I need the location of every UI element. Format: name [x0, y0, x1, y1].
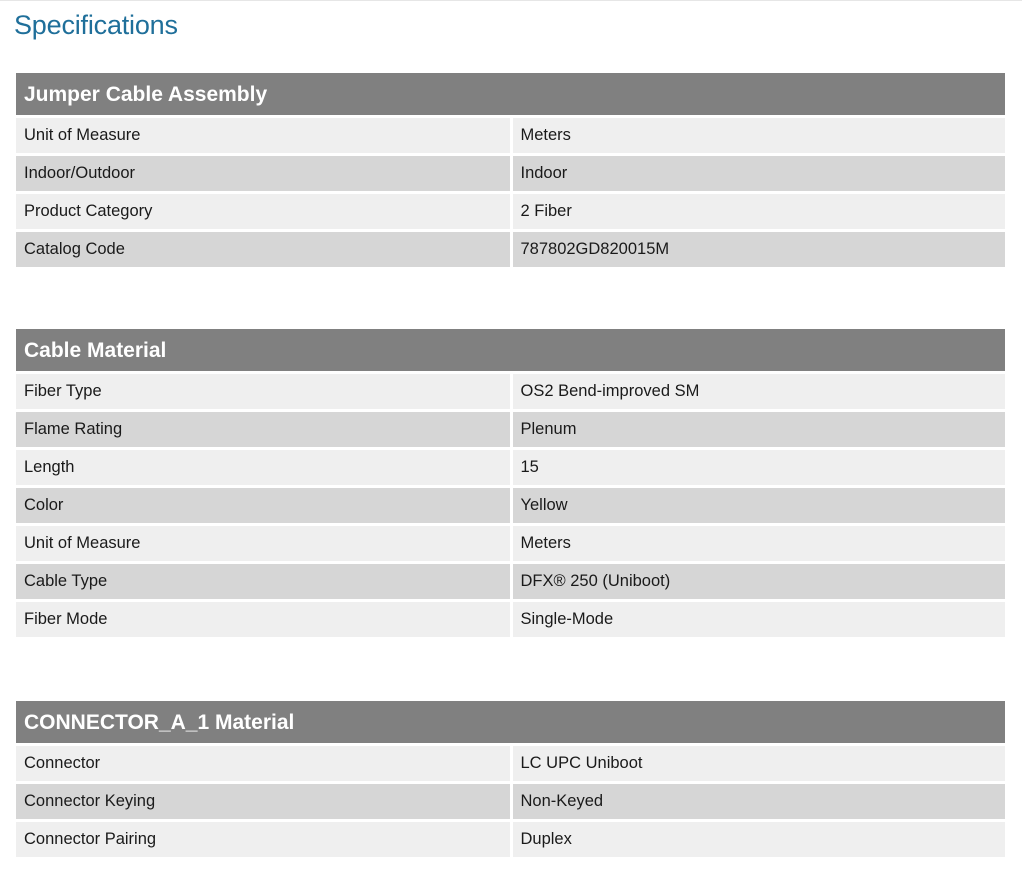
row-label: Indoor/Outdoor — [16, 155, 511, 193]
spec-table — [16, 118, 1005, 267]
section-header: Jumper Cable Assembly — [16, 73, 1005, 115]
row-value: LC UPC Uniboot — [511, 746, 1005, 783]
table-row — [16, 821, 1005, 858]
section-header: CONNECTOR_A_1 Material — [16, 701, 1005, 743]
spec-section-connector-a-1-material — [16, 701, 1005, 857]
table-row — [16, 783, 1005, 821]
row-value: OS2 Bend-improved SM — [511, 374, 1005, 411]
spec-table — [16, 374, 1005, 637]
table-row — [16, 193, 1005, 231]
row-label: Connector Pairing — [16, 821, 511, 858]
row-value: Meters — [511, 118, 1005, 155]
top-divider — [0, 0, 1022, 1]
table-row — [16, 525, 1005, 563]
row-value: 2 Fiber — [511, 193, 1005, 231]
row-value: Non-Keyed — [511, 783, 1005, 821]
row-label: Connector Keying — [16, 783, 511, 821]
row-label: Unit of Measure — [16, 118, 511, 155]
row-label: Catalog Code — [16, 231, 511, 268]
page-title: Specifications — [14, 10, 178, 40]
spec-section-jumper-cable-assembly — [16, 73, 1005, 267]
table-row — [16, 374, 1005, 411]
row-value: DFX® 250 (Uniboot) — [511, 563, 1005, 601]
table-row — [16, 231, 1005, 268]
table-row — [16, 155, 1005, 193]
row-label: Fiber Type — [16, 374, 511, 411]
table-row — [16, 601, 1005, 638]
row-value: Duplex — [511, 821, 1005, 858]
row-label: Unit of Measure — [16, 525, 511, 563]
row-value: 787802GD820015M — [511, 231, 1005, 268]
table-row — [16, 449, 1005, 487]
table-row — [16, 563, 1005, 601]
row-label: Product Category — [16, 193, 511, 231]
row-value: Single-Mode — [511, 601, 1005, 638]
row-label: Length — [16, 449, 511, 487]
table-row — [16, 746, 1005, 783]
row-label: Flame Rating — [16, 411, 511, 449]
table-row — [16, 411, 1005, 449]
spec-section-cable-material — [16, 329, 1005, 637]
row-value: Yellow — [511, 487, 1005, 525]
table-row — [16, 487, 1005, 525]
row-label: Cable Type — [16, 563, 511, 601]
row-label: Connector — [16, 746, 511, 783]
row-label: Color — [16, 487, 511, 525]
row-value: Indoor — [511, 155, 1005, 193]
row-value: Plenum — [511, 411, 1005, 449]
row-label: Fiber Mode — [16, 601, 511, 638]
spec-table — [16, 746, 1005, 857]
section-header: Cable Material — [16, 329, 1005, 371]
row-value: 15 — [511, 449, 1005, 487]
row-value: Meters — [511, 525, 1005, 563]
table-row — [16, 118, 1005, 155]
